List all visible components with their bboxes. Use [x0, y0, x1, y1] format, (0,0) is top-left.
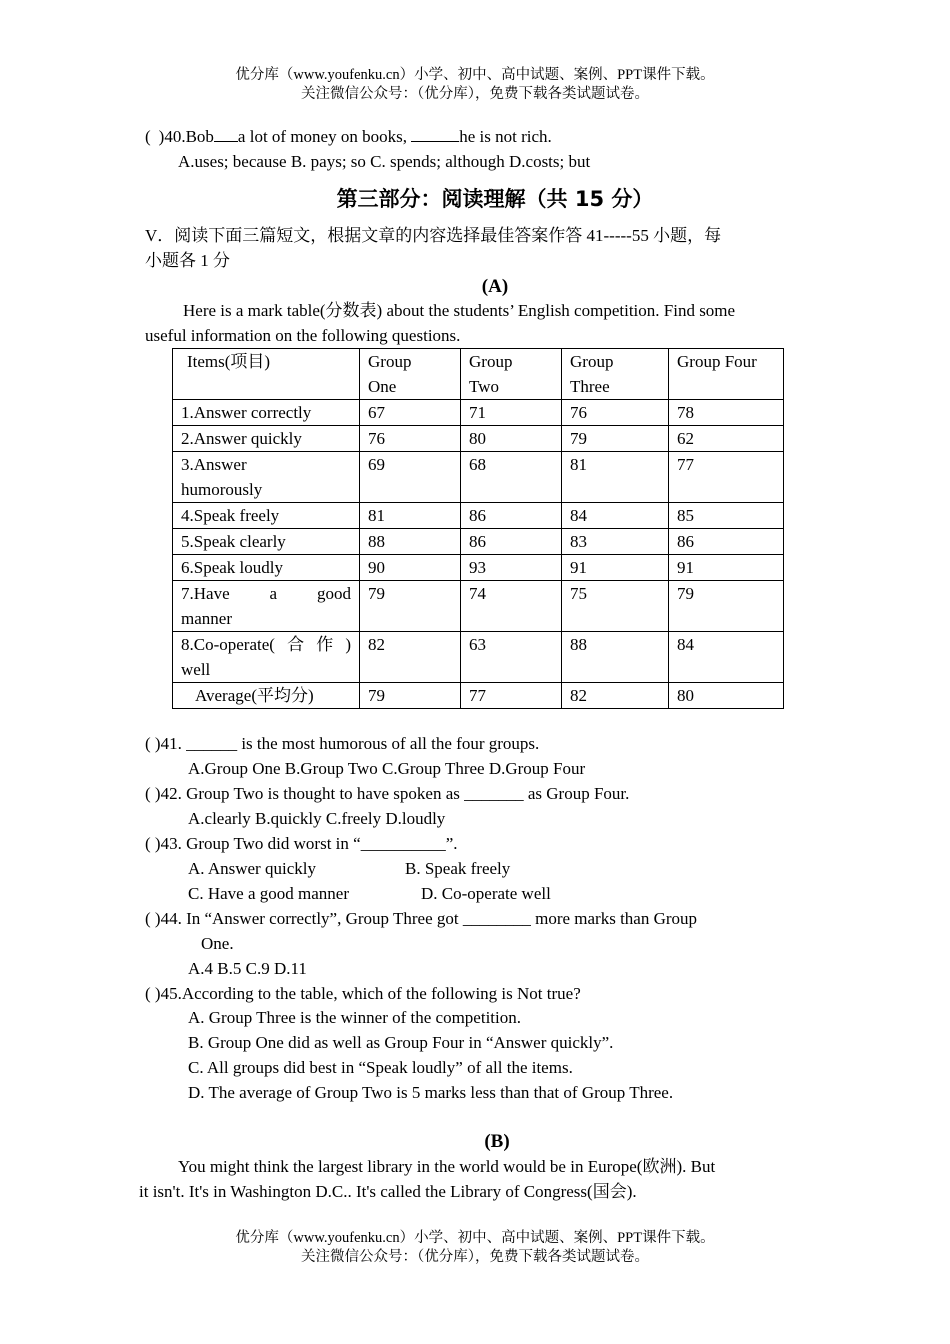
- table-cell: 2.Answer quickly: [173, 426, 360, 452]
- table-cell: 86: [461, 503, 562, 529]
- question-45-option-b: B. Group One did as well as Group Four in “Answer quickly”.: [188, 1033, 614, 1052]
- table-row: [173, 452, 784, 503]
- page-header: [0, 66, 950, 104]
- question-44-options: A.4 B.5 C.9 D.11: [188, 959, 307, 978]
- table-cell: 81: [562, 452, 669, 503]
- question-43-option-c: C. Have a good manner: [188, 884, 349, 903]
- passage-a-heading: (A): [481, 276, 509, 297]
- question-45-option-d: D. The average of Group Two is 5 marks less than that of Group Three.: [188, 1083, 674, 1102]
- table-cell: 71: [461, 400, 562, 426]
- question-43-option-a: A. Answer quickly: [188, 859, 316, 878]
- table-cell: 88: [562, 632, 669, 683]
- table-cell: 76: [562, 400, 669, 426]
- table-row: [173, 426, 784, 452]
- table-cell: 8.Co-operate( 合 作 ) well: [173, 632, 360, 683]
- table-header-row: [173, 349, 784, 400]
- table-cell: 79: [669, 581, 784, 632]
- table-cell: 68: [461, 452, 562, 503]
- table-row: [173, 683, 784, 709]
- table-cell: 93: [461, 555, 562, 581]
- table-cell: 79: [360, 581, 461, 632]
- question-44-stem-1: ( )44. In “Answer correctly”, Group Three got ________ more marks than Group: [145, 909, 698, 928]
- table-row: [173, 555, 784, 581]
- question-40-stem: ( )40.Bob a lot of money on books, he is not rich.: [145, 127, 552, 146]
- table-cell: 86: [461, 529, 562, 555]
- table-cell: 77: [461, 683, 562, 709]
- table-header-cell: Group Four: [669, 349, 784, 400]
- table-cell: 82: [360, 632, 461, 683]
- table-cell: 83: [562, 529, 669, 555]
- table-cell: 78: [669, 400, 784, 426]
- table-header-cell: Group Two: [461, 349, 562, 400]
- table-cell: 7.Have a good manner: [173, 581, 360, 632]
- table-cell: 77: [669, 452, 784, 503]
- question-43-option-d: D. Co-operate well: [421, 884, 551, 903]
- footer-line-2: 关注微信公众号：（优分库），免费下载各类试题试卷。: [301, 1249, 649, 1265]
- table-row: [173, 529, 784, 555]
- table-cell: 84: [669, 632, 784, 683]
- footer-line-1: 优分库（www.youfenku.cn）小学、初中、高中试题、案例、PPT课件下载。: [235, 1230, 715, 1246]
- passage-a-intro-1: Here is a mark table(分数表) about the students’ English competition. Find some: [183, 301, 736, 320]
- table-cell: 79: [562, 426, 669, 452]
- page-footer: [0, 1229, 950, 1267]
- table-cell: 79: [360, 683, 461, 709]
- passage-b-line-1: You might think the largest library in the world would be in Europe(欧洲). But: [178, 1157, 716, 1176]
- table-cell: 81: [360, 503, 461, 529]
- question-41-stem: ( )41. ______ is the most humorous of all the four groups.: [145, 734, 540, 753]
- question-41-options: A.Group One B.Group Two C.Group Three D.Group Four: [188, 759, 586, 778]
- table-row: [173, 400, 784, 426]
- table-row: [173, 503, 784, 529]
- table-cell: 75: [562, 581, 669, 632]
- table-cell: 82: [562, 683, 669, 709]
- table-cell: 5.Speak clearly: [173, 529, 360, 555]
- table-cell: 63: [461, 632, 562, 683]
- table-cell: 76: [360, 426, 461, 452]
- table-cell: 88: [360, 529, 461, 555]
- table-cell: 3.Answer humorously: [173, 452, 360, 503]
- table-cell: 91: [669, 555, 784, 581]
- question-45-option-c: C. All groups did best in “Speak loudly” of all the items.: [188, 1058, 573, 1077]
- answer-blank: [411, 141, 459, 142]
- table-cell: 84: [562, 503, 669, 529]
- question-40-options: A.uses; because B. pays; so C. spends; although D.costs; but: [178, 152, 591, 171]
- header-line-2: 关注微信公众号：（优分库），免费下载各类试题试卷。: [301, 86, 649, 102]
- table-row: [173, 632, 784, 683]
- question-43-stem: ( )43. Group Two did worst in “__________”.: [145, 834, 458, 853]
- table-cell: 62: [669, 426, 784, 452]
- table-row: [173, 581, 784, 632]
- passage-b-heading: (B): [484, 1131, 510, 1152]
- table-cell: 80: [669, 683, 784, 709]
- table-header-cell: Group Three: [562, 349, 669, 400]
- passage-b-line-2: it isn't. It's in Washington D.C.. It's called the Library of Congress(国会).: [139, 1182, 637, 1201]
- table-cell: 4.Speak freely: [173, 503, 360, 529]
- table-cell: 90: [360, 555, 461, 581]
- table-cell: 86: [669, 529, 784, 555]
- passage-a-intro-2: useful information on the following questions.: [145, 326, 461, 345]
- section-instruction-2: 小题各 1 分: [145, 251, 230, 270]
- header-line-1: 优分库（www.youfenku.cn）小学、初中、高中试题、案例、PPT课件下载。: [235, 67, 715, 83]
- table-cell: 69: [360, 452, 461, 503]
- question-42-options: A.clearly B.quickly C.freely D.loudly: [188, 809, 446, 828]
- table-cell: 6.Speak loudly: [173, 555, 360, 581]
- section-instruction-1: V．阅读下面三篇短文，根据文章的内容选择最佳答案作答 41-----55 小题，每: [145, 226, 722, 245]
- table-header-cell: Group One: [360, 349, 461, 400]
- table-header-cell: Items(项目): [173, 349, 360, 400]
- question-44-stem-2: One.: [201, 934, 234, 953]
- table-cell: 67: [360, 400, 461, 426]
- answer-blank: [214, 141, 238, 142]
- table-cell: Average(平均分): [173, 683, 360, 709]
- question-45-option-a: A. Group Three is the winner of the competition.: [188, 1008, 521, 1027]
- question-45-stem: ( )45.According to the table, which of the following is Not true?: [145, 984, 581, 1003]
- table-cell: 91: [562, 555, 669, 581]
- mark-table: [172, 348, 784, 709]
- table-cell: 74: [461, 581, 562, 632]
- section-title: 第三部分：阅读理解（共 15 分）: [336, 187, 654, 211]
- question-43-option-b: B. Speak freely: [405, 859, 511, 878]
- question-42-stem: ( )42. Group Two is thought to have spoken as _______ as Group Four.: [145, 784, 630, 803]
- table-cell: 85: [669, 503, 784, 529]
- table-cell: 1.Answer correctly: [173, 400, 360, 426]
- table-cell: 80: [461, 426, 562, 452]
